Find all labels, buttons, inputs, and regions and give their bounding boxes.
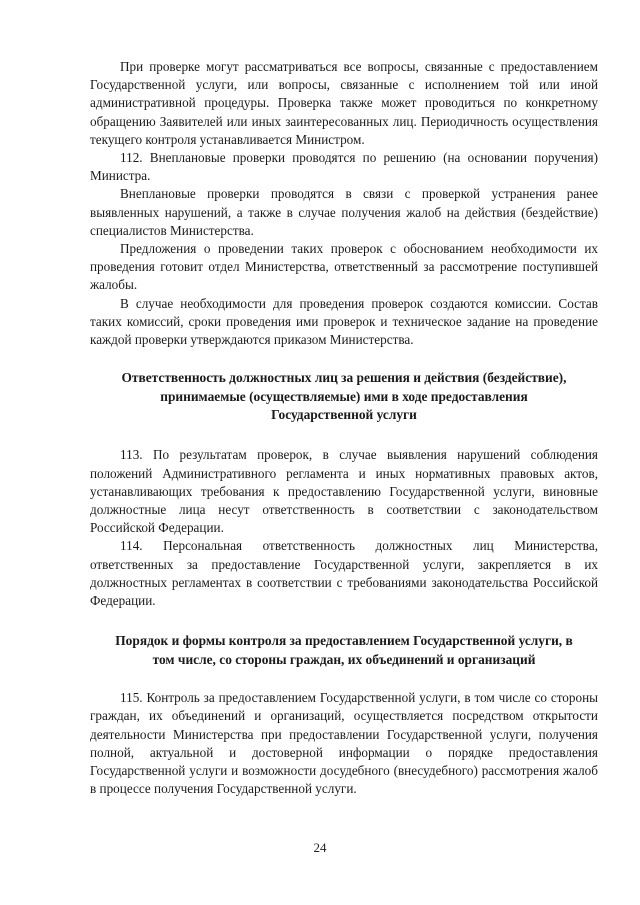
page-number: 24 <box>313 840 327 855</box>
paragraph-inspection-proposals: Предложения о проведении таких проверок с обоснованием необходимости их проведения готовит отдел Министерства, ответственный за рассмотрение поступившей жалобы. <box>90 241 598 293</box>
document-page <box>90 58 598 798</box>
paragraph-unscheduled-inspections: Внеплановые проверки проводятся в связи с проверкой устранения ранее выявленных нарушений, а также в случае получения жалоб на действия (бездействие) специалистов Министерства. <box>90 186 598 238</box>
paragraph-114: 114. Персональная ответственность должностных лиц Министерства, ответственных за предоставление Государственной услуги, закрепляется в их должностных регламентах в соответствии с требованиями законодательства Российской Федерации. <box>90 538 598 609</box>
section-heading-control-forms: Порядок и формы контроля за предоставлением Государственной услуги, в том числе, со стороны граждан, их объединений и организаций <box>115 633 573 667</box>
section-heading-responsibility: Ответственность должностных лиц за решения и действия (бездействие), принимаемые (осуществляемые) ими в ходе предоставления Государственной услуги <box>121 370 567 423</box>
paragraph-113: 113. По результатам проверок, в случае выявления нарушений соблюдения положений Административного регламента и иных нормативных правовых актов, устанавливающих требования к предоставлению Государственной услуги, виновные должностные лица несут ответственность в соответствии с законодательством Российской Федерации. <box>90 447 598 536</box>
paragraph-inspection-scope: При проверке могут рассматриваться все вопросы, связанные с предоставлением Государственной услуги, или вопросы, связанные с исполнением той или иной административной процедуры. Проверка также может проводиться по конкретному обращению Заявителей или иных заинтересованных лиц. Периодичность осуществления текущего контроля устанавливается Министром. <box>90 59 598 147</box>
paragraph-112: 112. Внеплановые проверки проводятся по решению (на основании поручения) Министра. <box>90 150 598 184</box>
paragraph-115: 115. Контроль за предоставлением Государственной услуги, в том числе со стороны граждан, их объединений и организаций, осуществляется посредством открытости деятельности Министерства при предоставлении Государственной услуги, получения полной, актуальной и достоверной информации о порядке предоставления Государственной услуги и возможности досудебного (внесудебного) рассмотрения жалоб в процессе получения Государственной услуги. <box>90 690 598 797</box>
paragraph-commissions: В случае необходимости для проведения проверок создаются комиссии. Состав таких комиссий, сроки проведения ими проверок и техническое задание на проведение каждой проверки утверждаются приказом Министерства. <box>90 295 598 348</box>
